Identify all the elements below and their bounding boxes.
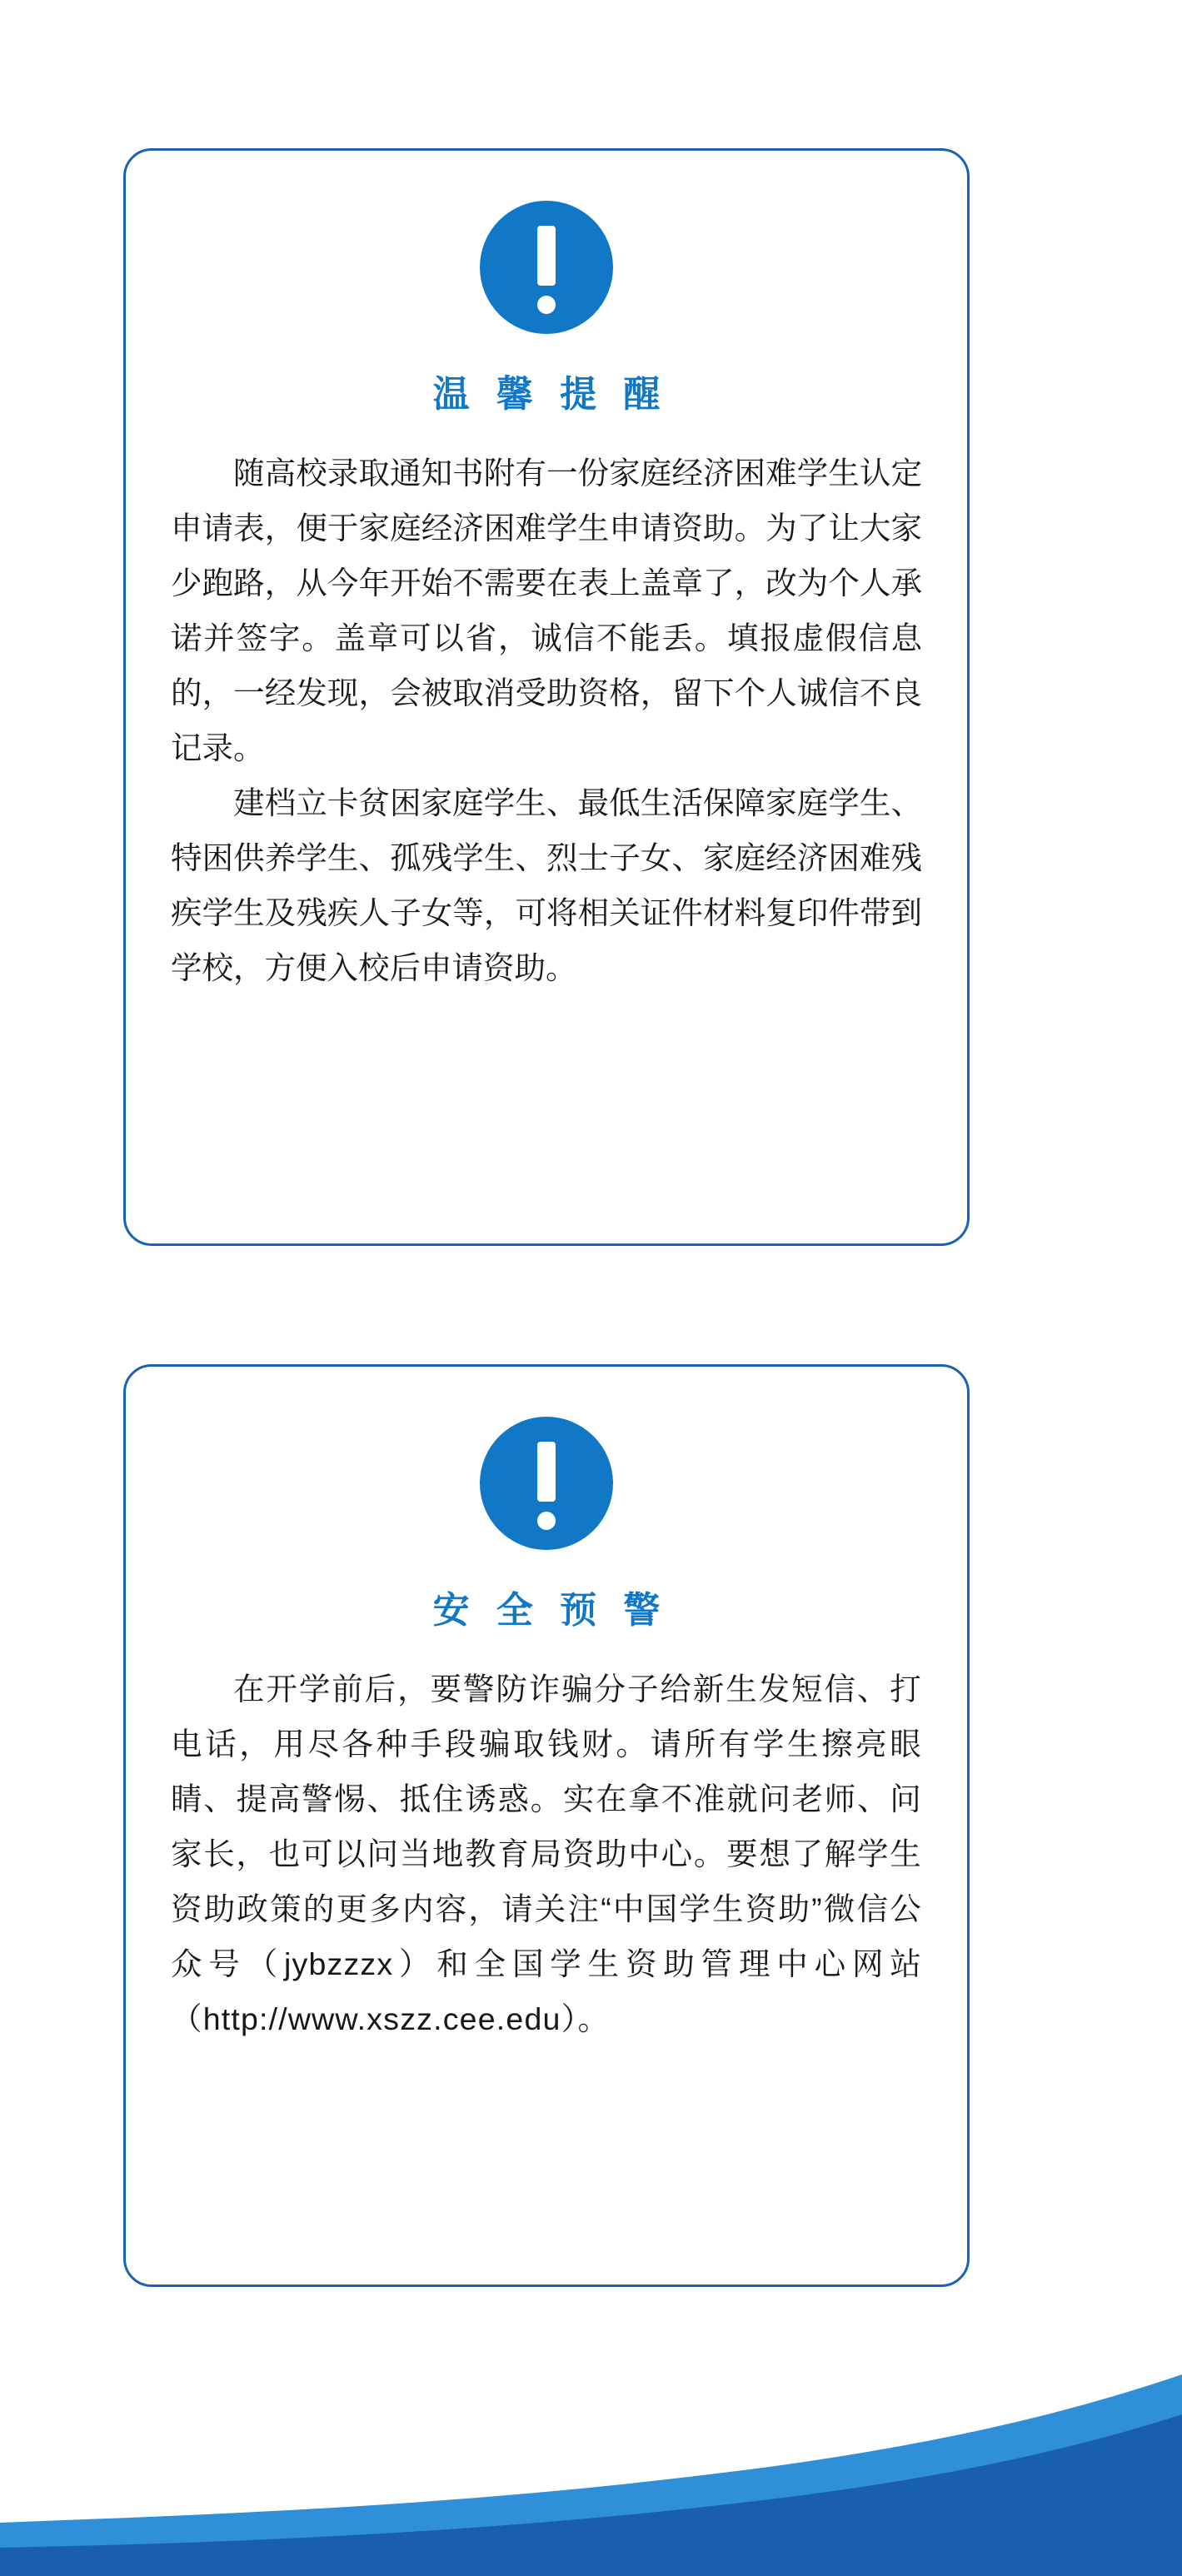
card-body [171,446,922,995]
footer-wave-decoration [0,2359,1182,2576]
exclamation-dot [537,1512,556,1530]
card-body [171,1662,922,2046]
card-paragraph: 随高校录取通知书附有一份家庭经济困难学生认定申请表，便于家庭经济困难学生申请资助。为了让大家少跑路，从今年开始不需要在表上盖章了，改为个人承诺并签字。盖章可以省，诚信不能丢。填报虚假信息的，一经发现，会被取消受助资格，留下个人诚信不良记录。 [171,456,922,765]
card-title: 温 馨 提 醒 [432,374,669,415]
exclamation-dot [537,296,556,314]
card-paragraph: 建档立卡贫困家庭学生、最低生活保障家庭学生、特困供养学生、孤残学生、烈士子女、家庭经济困难残疾学生及残疾人子女等，可将相关证件材料复印件带到学校，方便入校后申请资助。 [171,785,922,985]
icon-container [126,201,967,334]
icon-container [126,1417,967,1550]
exclamation-circle-icon [480,1417,613,1550]
notice-card-warm-reminder [123,148,970,1246]
notice-card-safety-alert [123,1364,970,2287]
wave-svg [0,2359,1182,2576]
card-paragraph: 在开学前后，要警防诈骗分子给新生发短信、打电话，用尽各种手段骗取钱财。请所有学生擦亮眼睛、提高警惕、抵住诱惑。实在拿不准就问老师、问家长，也可以问当地教育局资助中心。要想了解学生资助政策的更多内容，请关注“中国学生资助”微信公众号（jybzzzx）和全国学生资助管理中心网站（http://www.xszz.cee.edu）。 [171,1672,922,2036]
exclamation-circle-icon [480,201,613,334]
card-title: 安 全 预 警 [432,1590,669,1631]
exclamation-bar [537,226,556,286]
exclamation-bar [537,1442,556,1502]
